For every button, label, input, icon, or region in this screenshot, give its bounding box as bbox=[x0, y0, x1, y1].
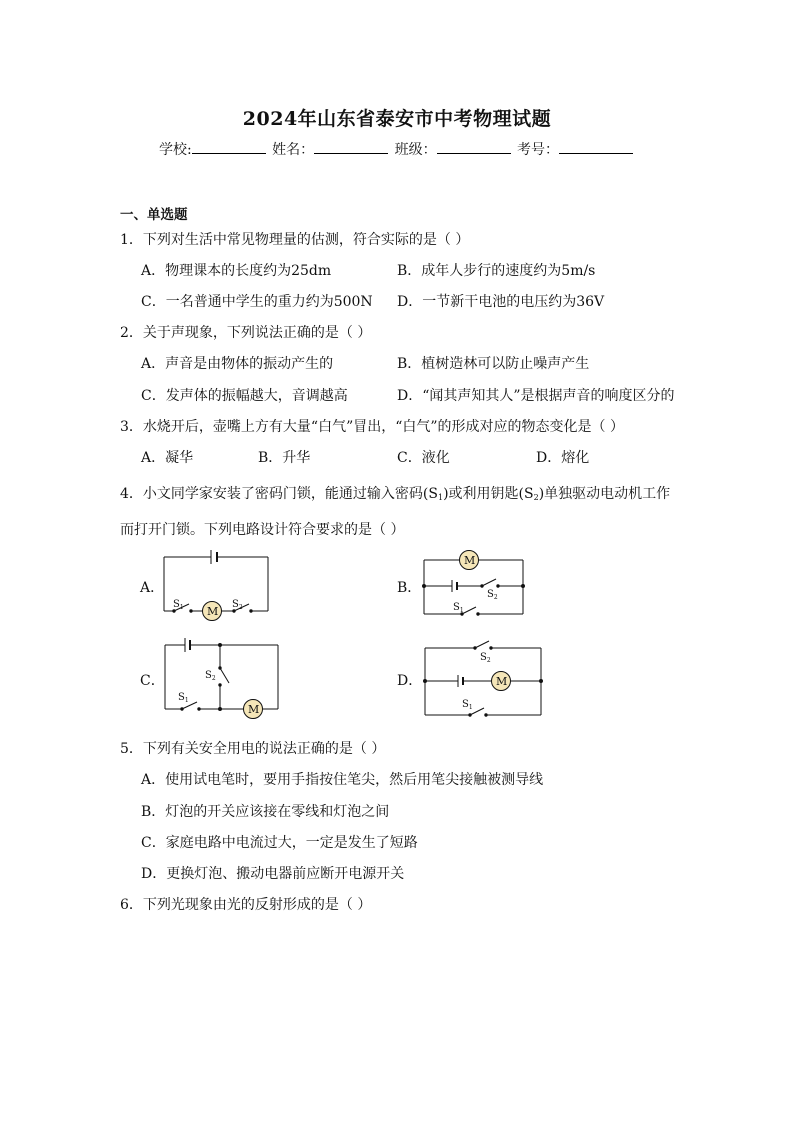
switch-s1-b-label: $S_1$ bbox=[453, 602, 464, 614]
q4-option-b-label: B． bbox=[397, 580, 422, 596]
switch-s1-c-label: $S_1$ bbox=[178, 692, 189, 704]
q6-stem: 6．下列光现象由光的反射形成的是（ ） bbox=[120, 897, 372, 913]
q4-stem: 4．小文同学家安装了密码门锁，能通过输入密码$(S_1)$或利用钥匙$(S_2)$单独驱动电动机工作 bbox=[120, 486, 671, 502]
q3-option-b: B．升华 bbox=[258, 450, 311, 466]
motor-a-label: M bbox=[207, 605, 219, 618]
page-title: 2024年山东省泰安市中考物理试题 bbox=[242, 108, 552, 130]
switch-s2-d bbox=[475, 641, 489, 648]
q4-s1-label: S bbox=[428, 486, 438, 502]
motor-b-label: M bbox=[464, 554, 476, 567]
q4-s2-sub: 2 bbox=[533, 493, 539, 502]
switch-s2-b bbox=[482, 579, 496, 586]
q5-option-c: C．家庭电路中电流过大，一定是发生了短路 bbox=[141, 835, 418, 851]
q4-stem-part-a: 4．小文同学家安装了密码门锁，能通过输入密码 bbox=[120, 486, 423, 502]
section-heading: 一、单选题 bbox=[120, 207, 188, 223]
switch-s1-b bbox=[462, 607, 476, 614]
q1-option-d: D．一节新干电池的电压约为36V bbox=[397, 294, 605, 310]
q3-option-a: A．凝华 bbox=[141, 450, 194, 466]
q4-stem-part-b: 或利用钥匙 bbox=[448, 486, 519, 502]
q3-option-d: D．熔化 bbox=[536, 450, 590, 466]
switch-s2-a-label: $S_2$ bbox=[232, 599, 243, 611]
switch-s1-d-label: $S_1$ bbox=[462, 699, 473, 711]
q4-option-c-label: C． bbox=[140, 673, 165, 689]
q2-option-c: C．发声体的振幅越大，音调越高 bbox=[141, 388, 348, 404]
q1-option-c: C．一名普通中学生的重力约为500N bbox=[141, 294, 373, 310]
q5-option-b: B．灯泡的开关应该接在零线和灯泡之间 bbox=[141, 804, 390, 820]
q3-stem: 3．水烧开后，壶嘴上方有大量“白气”冒出，“白气”的形成对应的物态变化是（ ） bbox=[120, 419, 624, 435]
q4-stem-line2: 而打开门锁。下列电路设计符合要求的是（ ） bbox=[120, 522, 405, 538]
q4-option-a-label: A． bbox=[140, 580, 165, 596]
school-label: 学校: bbox=[158, 142, 192, 158]
switch-s2-c bbox=[220, 668, 229, 683]
class-label: 班级： bbox=[394, 142, 437, 158]
q4-stem-part-c: 单独驱动电动机工作 bbox=[544, 486, 671, 502]
motor-d-label: M bbox=[496, 675, 508, 688]
q5-option-d: D．更换灯泡、搬动电器前应断开电源开关 bbox=[141, 866, 405, 882]
switch-s1-a-label: $S_1$ bbox=[173, 599, 184, 611]
q1-option-a: A．物理课本的长度约为25dm bbox=[141, 263, 332, 279]
q2-option-a: A．声音是由物体的振动产生的 bbox=[141, 356, 334, 372]
name-label: 姓名： bbox=[272, 142, 315, 158]
q4-s1-sub: 1 bbox=[437, 493, 444, 502]
q2-stem: 2．关于声现象，下列说法正确的是（ ） bbox=[120, 325, 372, 341]
switch-s2-d-label: $S_2$ bbox=[480, 652, 491, 664]
q4-option-d-label: D． bbox=[397, 673, 423, 689]
q2-option-b: B．植树造林可以防止噪声产生 bbox=[397, 356, 590, 372]
q2-option-d: D．“闻其声知其人”是根据声音的响度区分的 bbox=[397, 388, 675, 404]
switch-s2-c-label: $S_2$ bbox=[205, 670, 216, 682]
switch-s2-b-label: $S_2$ bbox=[487, 589, 498, 601]
q4-s2-label: S bbox=[524, 486, 534, 502]
q5-option-a: A．使用试电笔时，要用手指按住笔尖，然后用笔尖接触被测导线 bbox=[141, 772, 544, 788]
q5-stem: 5．下列有关安全用电的说法正确的是（ ） bbox=[120, 741, 386, 757]
exam-no-label: 考号： bbox=[517, 142, 560, 158]
motor-c-label: M bbox=[248, 703, 260, 716]
q1-stem: 1．下列对生活中常见物理量的估测，符合实际的是（ ） bbox=[120, 232, 470, 248]
circuit-c bbox=[165, 638, 278, 719]
q1-option-b: B．成年人步行的速度约为5m/s bbox=[397, 263, 596, 279]
q3-option-c: C．液化 bbox=[397, 450, 450, 466]
